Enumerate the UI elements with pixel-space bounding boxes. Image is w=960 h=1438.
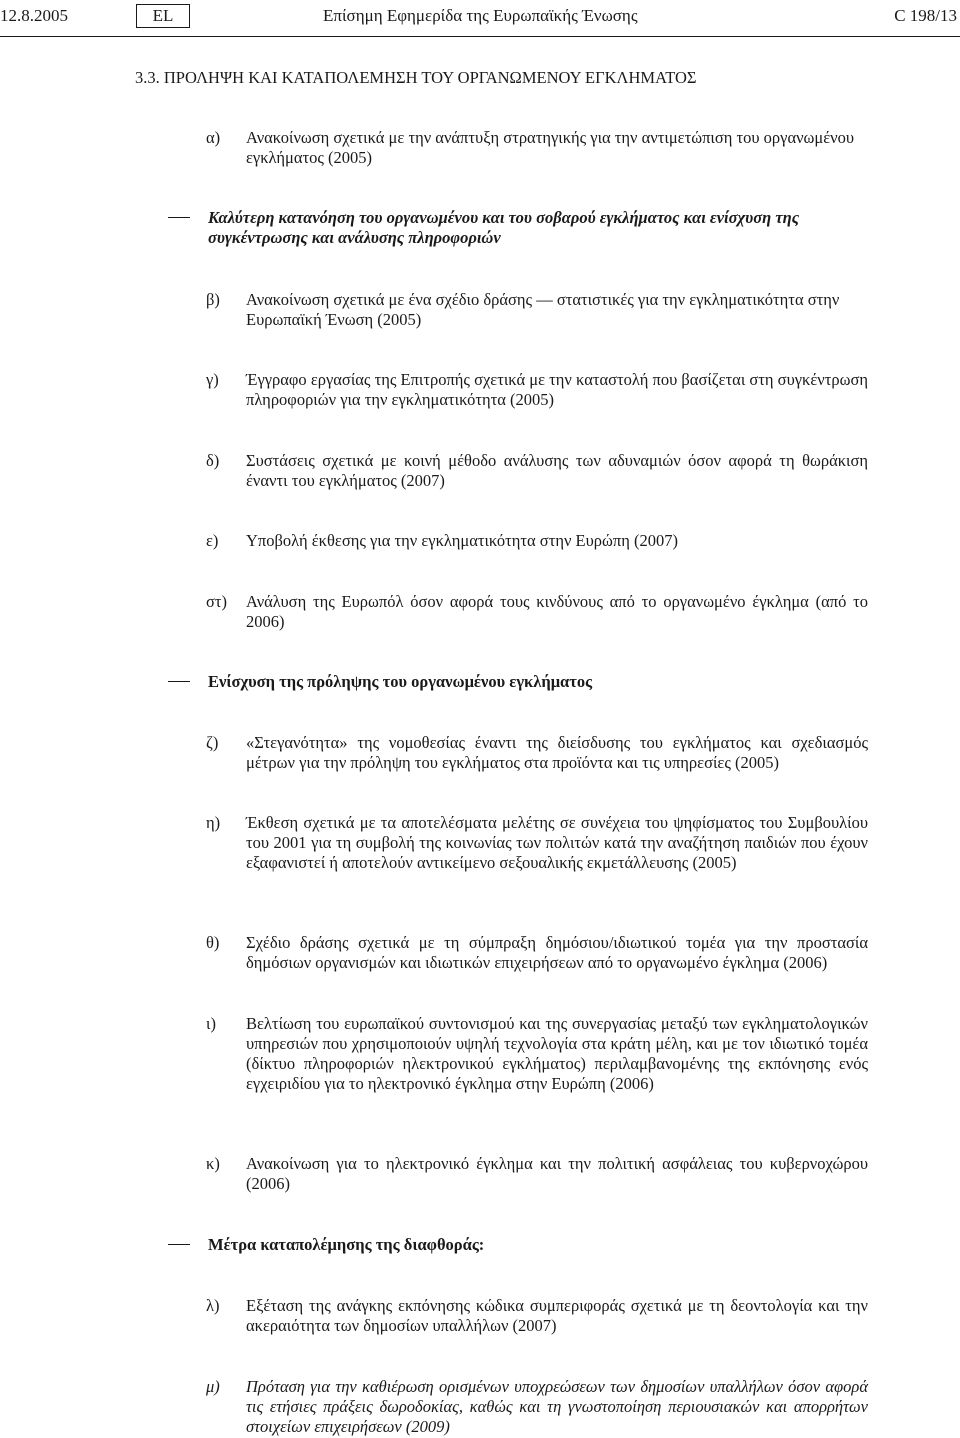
item-text: Ανακοίνωση σχετικά με ένα σχέδιο δράσης — στατιστικές για την εγκληματικότητα στην Ευρωπαϊκή Ένωση (2005) (246, 290, 840, 329)
dash-marker (168, 681, 190, 682)
subheading-text: Καλύτερη κατανόηση του οργανωμένου και του σοβαρού εγκλήματος και ενίσχυση της συγκέντρωσης και ανάλυσης πληροφοριών (208, 208, 800, 247)
item-label: ι) (206, 1014, 216, 1033)
page-header (0, 6, 960, 36)
item-label: γ) (206, 370, 219, 389)
item-label: ζ) (206, 733, 219, 752)
item-text: Έκθεση σχετικά με τα αποτελέσματα μελέτης σε συνέχεια του ψηφίσματος του Συμβουλίου του 2001 για τη συμβολή της κοινωνίας των πολιτών κατά την αναζήτηση παιδιών που έχουν εξαφανιστεί ή αποτελούν αντικείμενο σεξουαλικής εκμετάλλευσης (2005) (246, 813, 868, 872)
item-label: δ) (206, 451, 220, 470)
item-text: Πρόταση για την καθιέρωση ορισμένων υποχρεώσεων των δημοσίων υπαλλήλων όσον αφορά τις ετήσιες πράξεις δωροδοκίας, καθώς και τη γνωστοποίηση περιουσιακών και απορρήτων στοιχείων επιχειρήσεων (2009) (246, 1377, 868, 1436)
section-title: 3.3. ΠΡΟΛΗΨΗ ΚΑΙ ΚΑΤΑΠΟΛΕΜΗΣΗ ΤΟΥ ΟΡΓΑΝΩΜΕΝΟΥ ΕΓΚΛΗΜΑΤΟΣ (135, 68, 697, 87)
item-text: Έγγραφο εργασίας της Επιτροπής σχετικά με την καταστολή που βασίζεται στη συγκέντρωση πληροφοριών για την εγκληματικότητα (2005) (246, 370, 868, 409)
item-text: Βελτίωση του ευρωπαϊκού συντονισμού και της συνεργασίας μεταξύ των εγκληματολογικών υπηρεσιών που χρησιμοποιούν υψηλή τεχνολογία στα κράτη μέλη, και με τον ιδιωτικό τομέα (δίκτυο πληροφοριών ηλεκτρονικού εγκλήματος) περιλαμβανομένης της εκπόνησης ενός εγχειριδίου για το ηλεκτρονικό έγκλημα στην Ευρώπη (2006) (246, 1014, 868, 1093)
dash-marker (168, 1244, 190, 1245)
item-text: Ανακοίνωση για το ηλεκτρονικό έγκλημα και την πολιτική ασφάλειας του κυβερνοχώρου (2006) (246, 1154, 868, 1193)
dash-marker (168, 217, 190, 218)
item-label: μ) (206, 1377, 220, 1396)
item-label: α) (206, 128, 221, 147)
item-label: λ) (206, 1296, 220, 1315)
language-badge: EL (136, 4, 190, 28)
subheading-text: Ενίσχυση της πρόληψης του οργανωμένου εγκλήματος (208, 672, 593, 691)
item-label: ε) (206, 531, 219, 550)
item-text: Υποβολή έκθεσης για την εγκληματικότητα στην Ευρώπη (2007) (246, 531, 678, 550)
subheading-text: Μέτρα καταπολέμησης της διαφθοράς: (208, 1235, 485, 1254)
item-text: Ανάλυση της Ευρωπόλ όσον αφορά τους κινδύνους από το οργανωμένο έγκλημα (από το 2006) (246, 592, 868, 631)
item-label: κ) (206, 1154, 220, 1173)
item-text: Συστάσεις σχετικά με κοινή μέθοδο ανάλυσης των αδυναμιών όσον αφορά τη θωράκιση έναντι του εγκλήματος (2007) (246, 451, 868, 490)
item-text: Εξέταση της ανάγκης εκπόνησης κώδικα συμπεριφοράς σχετικά με τη δεοντολογία και την ακεραιότητα των δημοσίων υπαλλήλων (2007) (246, 1296, 868, 1335)
item-label: θ) (206, 933, 220, 952)
journal-title: Επίσημη Εφημερίδα της Ευρωπαϊκής Ένωσης (323, 6, 638, 25)
item-text: «Στεγανότητα» της νομοθεσίας έναντι της διείσδυσης του εγκλήματος και σχεδιασμός μέτρων για την πρόληψη του εγκλήματος στα προϊόντα και τις υπηρεσίες (2005) (246, 733, 868, 772)
item-text: Ανακοίνωση σχετικά με την ανάπτυξη στρατηγικής για την αντιμετώπιση του οργανωμένου εγκλήματος (2005) (246, 128, 855, 167)
page-number: C 198/13 (894, 6, 957, 25)
item-label: στ) (206, 592, 228, 611)
item-text: Σχέδιο δράσης σχετικά με τη σύμπραξη δημόσιου/ιδιωτικού τομέα για την προστασία δημόσιων οργανισμών και ιδιωτικών επιχειρήσεων από το οργανωμένο έγκλημα (2006) (246, 933, 868, 972)
item-label: η) (206, 813, 221, 832)
header-date: 12.8.2005 (0, 6, 68, 25)
header-divider (0, 36, 960, 37)
item-label: β) (206, 290, 220, 309)
